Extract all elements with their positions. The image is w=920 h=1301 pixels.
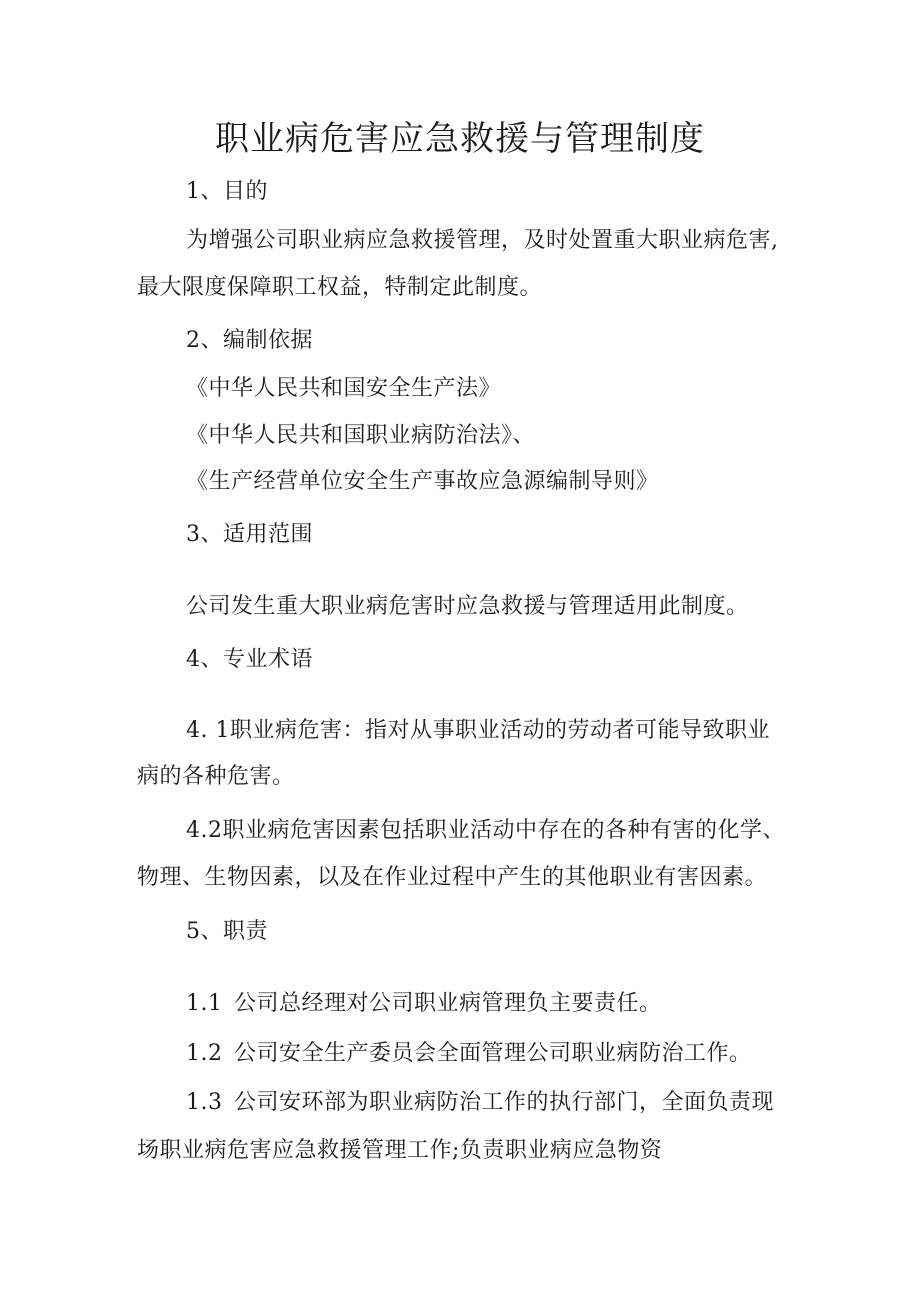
duty-item-text: 公司安全生产委员会全面管理公司职业病防治工作。	[234, 1041, 752, 1066]
duty-item-number: 1.1	[186, 991, 223, 1016]
duty-item-text: 公司总经理对公司职业病管理负主要责任。	[234, 991, 662, 1016]
section-2-heading: 2、编制依据	[186, 328, 313, 353]
duty-item-number: 1.3	[186, 1090, 223, 1115]
section-3-paragraph: 公司发生重大职业病危害时应急救援与管理适用此制度。	[186, 594, 749, 619]
page-title: 职业病危害应急救援与管理制度	[215, 119, 705, 159]
duty-item-1-2	[186, 1040, 752, 1068]
duty-item-text: 公司安环部为职业病防治工作的执行部门，全面负责现	[234, 1090, 775, 1115]
term-4-1-line-2: 病的各种危害。	[137, 764, 295, 789]
section-1-paragraph-line-2: 最大限度保障职工权益，特制定此制度。	[137, 275, 543, 300]
term-4-2-line-1: 4.2职业病危害因素包括职业活动中存在的各种有害的化学、	[186, 818, 785, 843]
duty-item-1-3-continuation: 场职业病危害应急救援管理工作;负责职业病应急物资	[137, 1138, 663, 1163]
section-4-heading: 4、专业术语	[186, 647, 313, 672]
section-1-paragraph-line-1: 为增强公司职业病应急救援管理，及时处置重大职业病危害,	[186, 228, 779, 253]
section-3-heading: 3、适用范围	[186, 522, 313, 547]
duty-item-1-3	[186, 1089, 774, 1117]
section-5-heading: 5、职责	[186, 919, 268, 944]
reference-item: 《中华人民共和国职业病防治法》、	[186, 423, 536, 448]
term-4-1-line-1: 4. 1职业病危害：指对从事职业活动的劳动者可能导致职业	[186, 718, 770, 743]
duty-item-number: 1.2	[186, 1041, 223, 1066]
section-1-heading: 1、目的	[186, 179, 268, 204]
reference-item: 《中华人民共和国安全生产法》	[186, 376, 502, 401]
term-4-2-line-2: 物理、生物因素，以及在作业过程中产生的其他职业有害因素。	[137, 865, 768, 890]
reference-item: 《生产经营单位安全生产事故应急源编制导则》	[186, 469, 659, 494]
duty-item-1-1	[186, 990, 662, 1018]
